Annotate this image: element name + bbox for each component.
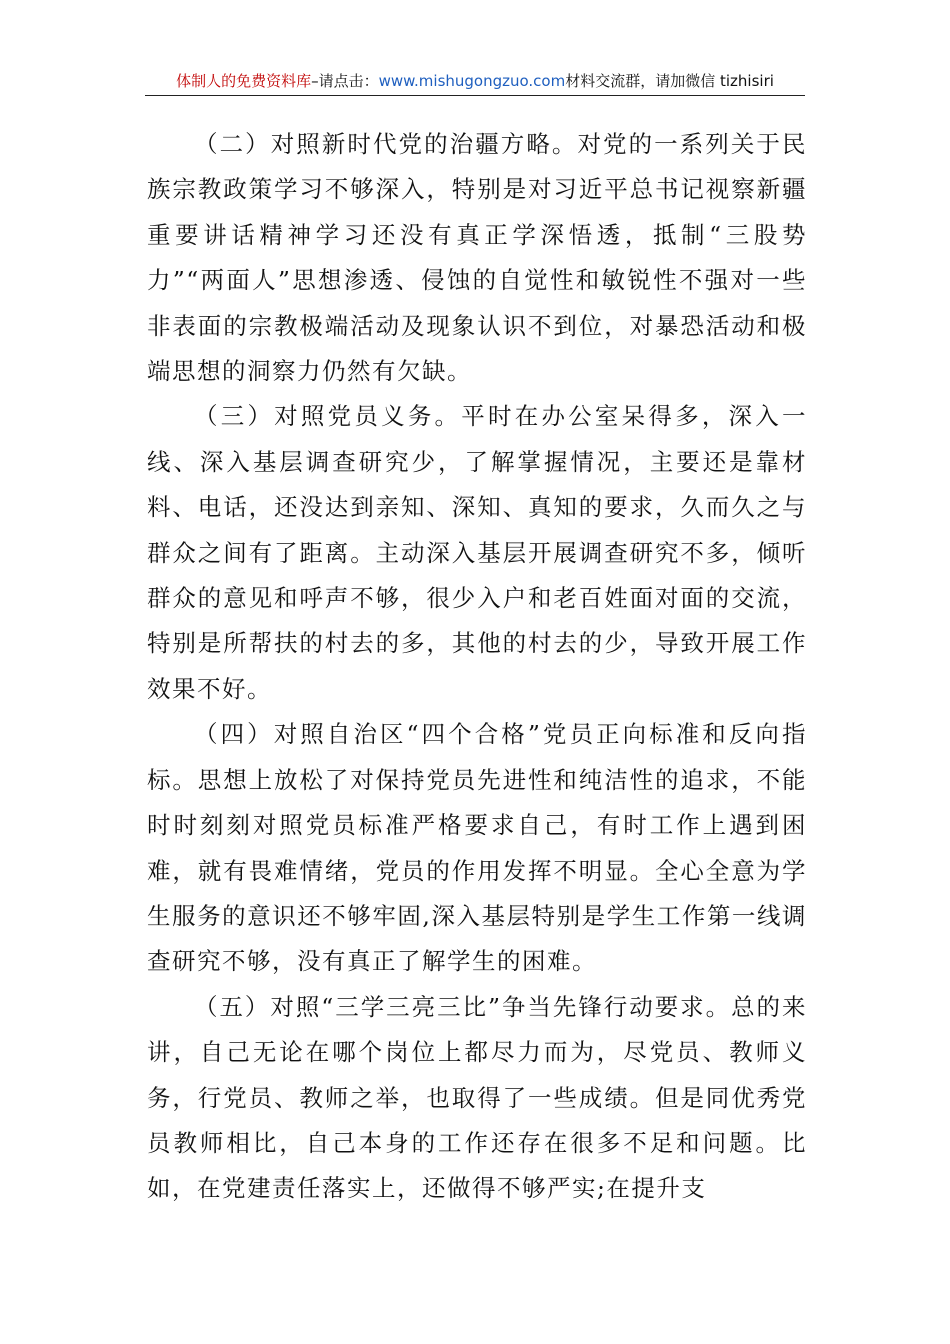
header-prompt: –请点击： <box>311 72 379 90</box>
header-link[interactable]: www.mishugongzuo.com <box>378 72 566 90</box>
paragraph-2: （二）对照新时代党的治疆方略。对党的一系列关于民族宗教政策学习不够深入，特别是对习近平总书记视察新疆重要讲话精神学习还没有真正学深悟透，抵制“三股势力”“两面人”思想渗透、侵蚀的自觉性和敏锐性不强对一些非表面的宗教极端活动及现象认识不到位，对暴恐活动和极端思想的洞察力仍然有欠缺。 <box>147 130 807 386</box>
document-body <box>147 122 807 1212</box>
page-header <box>145 70 805 96</box>
paragraph-3: （三）对照党员义务。平时在办公室呆得多，深入一线、深入基层调查研究少，了解掌握情况，主要还是靠材料、电话，还没达到亲知、深知、真知的要求，久而久之与群众之间有了距离。主动深入基层开展调查研究不多，倾听群众的意见和呼声不够，很少入户和老百姓面对面的交流，特别是所帮扶的村去的多，其他的村去的少，导致开展工作效果不好。 <box>147 402 807 703</box>
paragraph-5: （五）对照“三学三亮三比”争当先锋行动要求。总的来讲，自己无论在哪个岗位上都尽力而为，尽党员、教师义务，行党员、教师之举，也取得了一些成绩。但是同优秀党员教师相比，自己本身的工作还存在很多不足和问题。比如，在党建责任落实上，还做得不够严实;在提升支 <box>147 992 807 1203</box>
header-divider <box>145 95 805 96</box>
header-brand: 体制人的免费资料库 <box>176 72 312 90</box>
paragraph-4: （四）对照自治区“四个合格”党员正向标准和反向指标。思想上放松了对保持党员先进性和纯洁性的追求，不能时时刻刻对照党员标准严格要求自己，有时工作上遇到困难，就有畏难情绪，党员的作用发挥不明显。全心全意为学生服务的意识还不够牢固,深入基层特别是学生工作第一线调查研究不够，没有真正了解学生的困难。 <box>147 720 807 976</box>
header-tail: 材料交流群，请加微信 tizhisiri <box>565 72 774 90</box>
